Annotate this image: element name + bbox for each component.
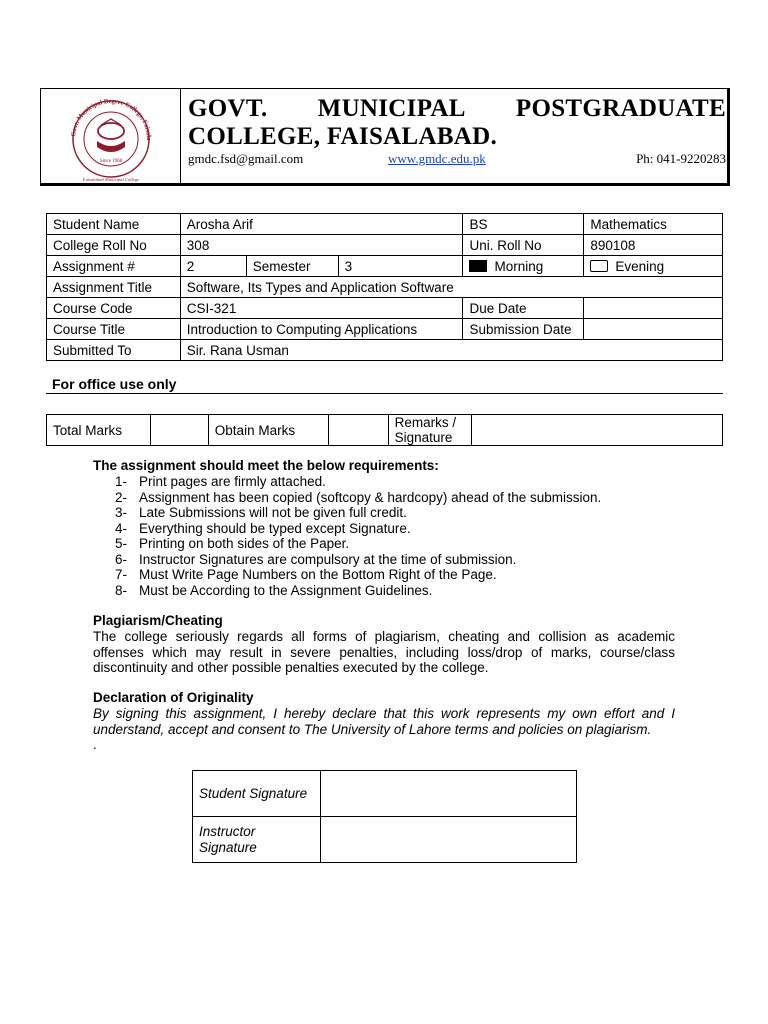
morning-label: Morning (494, 258, 544, 274)
item-number: 7- (115, 567, 128, 582)
assignment-title-value: Software, Its Types and Application Software (180, 277, 722, 298)
item-text: Late Submissions will not be given full credit. (139, 505, 407, 520)
item-text: Must Write Page Numbers on the Bottom Right of the Page. (139, 567, 497, 582)
list-item (115, 474, 601, 490)
submission-date-label: Submission Date (463, 319, 584, 340)
course-title-value: Introduction to Computing Applications (180, 319, 463, 340)
shift-morning[interactable] (463, 256, 584, 277)
list-item (115, 536, 601, 552)
table-row (47, 235, 723, 256)
due-date-value[interactable] (584, 298, 723, 319)
submitted-to-label: Submitted To (47, 340, 181, 361)
name-word-1: GOVT. (188, 95, 268, 122)
item-text: Assignment has been copied (softcopy & hardcopy) ahead of the submission. (139, 489, 602, 505)
item-number: 6- (115, 551, 128, 567)
remarks-value[interactable] (471, 415, 722, 446)
college-name-line-1 (188, 95, 726, 123)
table-row (47, 277, 723, 298)
assignment-number-label: Assignment # (47, 256, 181, 277)
course-code-value: CSI-321 (180, 298, 463, 319)
table-row (47, 214, 723, 235)
list-item (115, 521, 601, 537)
table-row (193, 771, 577, 817)
table-row (47, 298, 723, 319)
marks-table (46, 414, 723, 446)
evening-label: Evening (615, 258, 665, 274)
declaration-trailing-dot: . (93, 737, 97, 752)
student-name-label: Student Name (47, 214, 181, 235)
table-row (47, 319, 723, 340)
svg-text:Govt. Municipal Degree College (41, 89, 152, 141)
list-item (115, 552, 601, 568)
item-text: Everything should be typed except Signature. (139, 520, 411, 536)
logo-footer-text: Faisalabad Municipal College (82, 177, 140, 182)
obtain-marks-value[interactable] (328, 415, 388, 446)
college-roll-value: 308 (180, 235, 463, 256)
item-text: Printing on both sides of the Paper. (139, 536, 350, 551)
remarks-label-line-1: Remarks / (394, 415, 457, 430)
college-email: gmdc.fsd@gmail.com (188, 151, 304, 166)
instructor-signature-field[interactable] (320, 817, 576, 863)
item-text: Instructor Signatures are compulsory at the time of submission. (139, 551, 517, 567)
evening-checkbox[interactable] (590, 260, 608, 272)
remarks-label-line-2: Signature (394, 430, 453, 445)
list-item (115, 505, 601, 521)
name-word-2: MUNICIPAL (317, 95, 466, 122)
item-number: 2- (115, 489, 128, 505)
college-roll-label: College Roll No (47, 235, 181, 256)
program-value: Mathematics (584, 214, 723, 235)
office-use-divider (46, 393, 723, 394)
item-number: 4- (115, 520, 128, 536)
table-row (47, 340, 723, 361)
uni-roll-label: Uni. Roll No (463, 235, 584, 256)
submission-date-value[interactable] (584, 319, 723, 340)
item-text: Print pages are firmly attached. (139, 474, 326, 489)
item-text: Must be According to the Assignment Guidelines. (139, 582, 433, 598)
declaration-heading: Declaration of Originality (93, 690, 254, 705)
assignment-title-label: Assignment Title (47, 277, 181, 298)
morning-checkbox[interactable] (469, 260, 487, 272)
uni-roll-value: 890108 (584, 235, 723, 256)
college-phone: Ph: 041-9220283 (636, 151, 726, 166)
due-date-label: Due Date (463, 298, 584, 319)
college-name (188, 95, 726, 151)
student-signature-label: Student Signature (193, 771, 321, 817)
course-code-label: Course Code (47, 298, 181, 319)
item-number: 1- (115, 474, 128, 489)
remarks-label (388, 415, 471, 446)
college-logo (41, 89, 180, 184)
item-number: 5- (115, 536, 128, 551)
list-item (115, 490, 601, 506)
logo-arc-text: Govt. Municipal Degree College, Faisala (70, 97, 153, 141)
instructor-signature-label (193, 817, 321, 863)
name-word-3: POSTGRADUATE (515, 95, 726, 122)
requirements-list (115, 474, 601, 598)
student-signature-field[interactable] (320, 771, 576, 817)
student-name-value: Arosha Arif (180, 214, 463, 235)
plagiarism-text: The college seriously regards all forms of plagiarism, cheating and collision as academic offenses which may result in severe penalties, including loss/drop of marks, course/class discontinuity and other possible penalties executed by the college. (93, 629, 675, 675)
semester-value: 3 (338, 256, 463, 277)
total-marks-label: Total Marks (47, 415, 151, 446)
program-label: BS (463, 214, 584, 235)
table-row (47, 256, 723, 277)
item-number: 8- (115, 582, 128, 598)
declaration-text: By signing this assignment, I hereby declare that this work represents my own effort and I understand, accept and consent to The University of Lahore terms and policies on plagiarism. (93, 706, 675, 737)
instructor-signature-label-line-1: Instructor (199, 824, 256, 839)
item-number: 3- (115, 505, 128, 520)
shift-evening[interactable] (584, 256, 723, 277)
instructor-signature-label-line-2: Signature (199, 839, 257, 855)
logo-bottom-text: Since 1968 (99, 159, 123, 164)
list-item (115, 583, 601, 599)
college-name-line-2: COLLEGE, FAISALABAD. (188, 123, 498, 150)
college-website-link[interactable]: www.gmdc.edu.pk (388, 151, 486, 166)
semester-label: Semester (246, 256, 338, 277)
logo-cell (41, 89, 181, 183)
college-header (40, 88, 730, 186)
obtain-marks-label: Obtain Marks (208, 415, 328, 446)
office-use-heading: For office use only (52, 376, 177, 392)
course-title-label: Course Title (47, 319, 181, 340)
list-item (115, 567, 601, 583)
signature-table (192, 770, 577, 863)
requirements-heading: The assignment should meet the below requirements: (93, 458, 439, 473)
submitted-to-value: Sir. Rana Usman (180, 340, 722, 361)
student-info-table (46, 213, 723, 361)
table-row (193, 817, 577, 863)
total-marks-value[interactable] (150, 415, 208, 446)
plagiarism-heading: Plagiarism/Cheating (93, 613, 223, 628)
table-row (47, 415, 723, 446)
assignment-number-value: 2 (180, 256, 246, 277)
